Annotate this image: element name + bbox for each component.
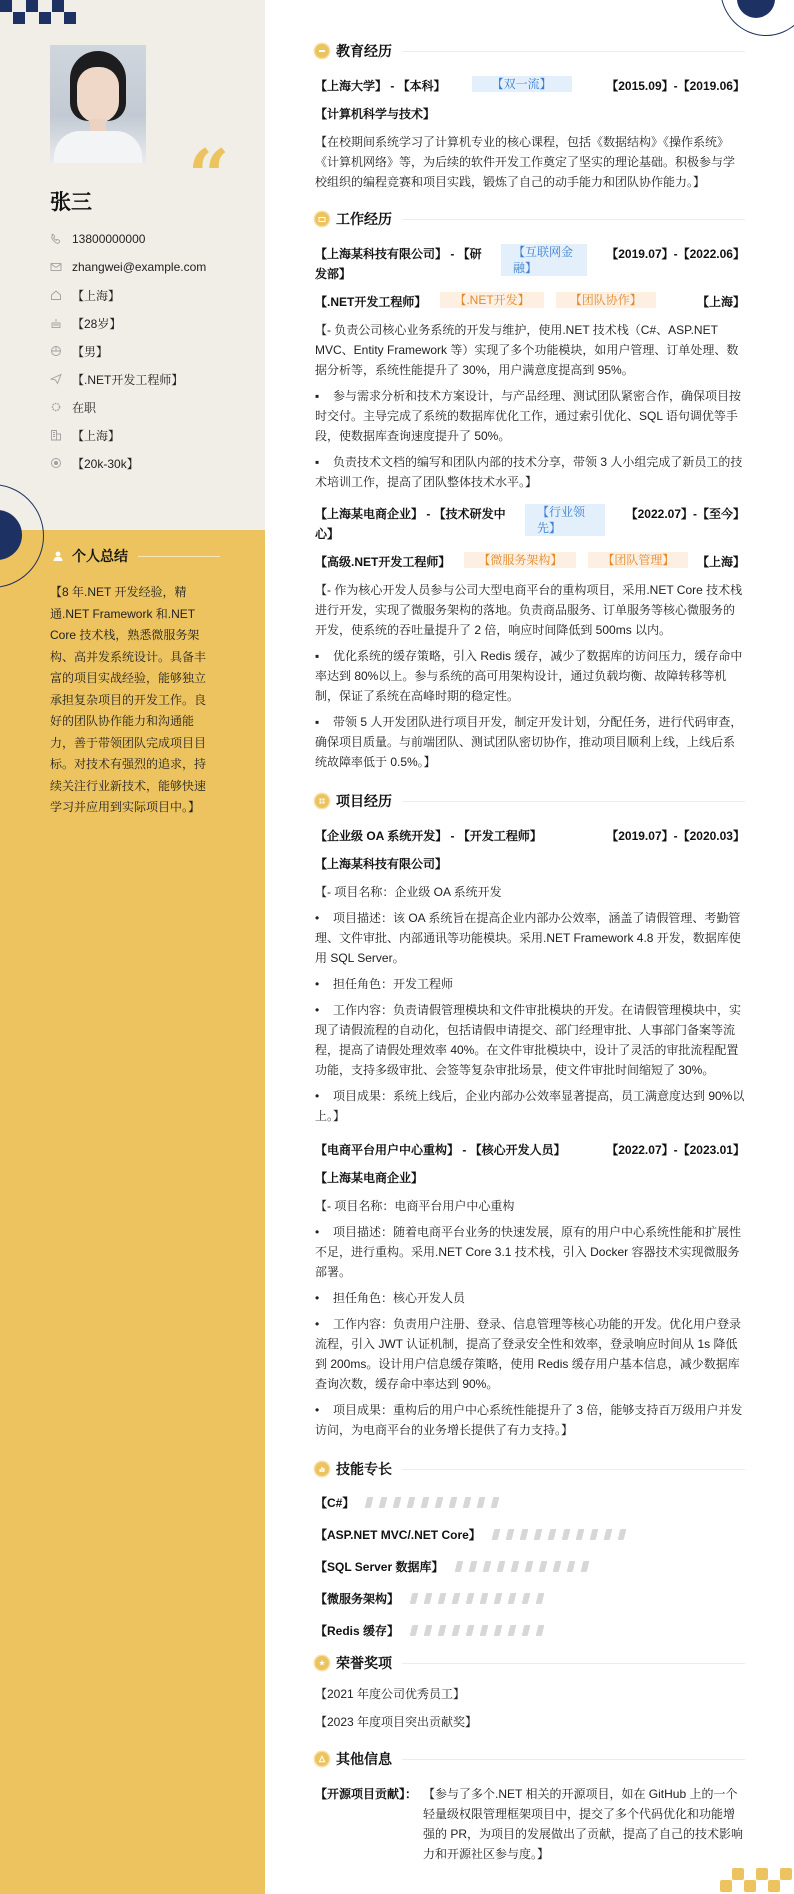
- skill-item: [315, 1518, 745, 1550]
- skill-tag: 【微服务架构】: [464, 552, 576, 568]
- other-label: 【开源项目贡献】：: [315, 1787, 418, 1801]
- skill-name: 【ASP.NET MVC/.NET Core】: [315, 1527, 481, 1542]
- work-intro: 【- 作为核心开发人员参与公司大型电商平台的重构项目，采用.NET Core 技术栈进行开发，实现了微服务架构的落地。负责商品服务、订单服务等核心微服务的开发，使系统的吞吐量提升了 2 倍，响应时间降低到 500ms 以内。: [315, 583, 743, 637]
- email-address: zhangwei@example.com: [72, 260, 207, 274]
- skill-item: [315, 1486, 745, 1518]
- project-period: 【2022.07】-【2023.01】: [606, 1143, 745, 1157]
- work-city: 【上海】: [696, 295, 745, 309]
- work-bullet: ▪ 优化系统的缓存策略，引入 Redis 缓存，减少了数据库的访问压力，缓存命中率达到 80%以上。参与系统的高可用架构设计，通过负载均衡、故障转移等机制，保证了系统在高峰时期的稳定性。: [315, 649, 743, 703]
- skill-item: [315, 1614, 745, 1646]
- skill-level-bars: [411, 1593, 551, 1604]
- work-header: [315, 208, 745, 230]
- project-bullet: • 担任角色：核心开发人员: [315, 1291, 466, 1305]
- project-intro: 【- 项目名称：企业级 OA 系统开发: [315, 885, 502, 899]
- education-header: [315, 40, 745, 62]
- project-icon: [315, 794, 329, 808]
- education-description: 【在校期间系统学习了计算机专业的核心课程，包括《数据结构》《操作系统》《计算机网络》等，为后续的软件开发工作奠定了坚实的理论基础。积极参与学校组织的编程竞赛和项目实践，锻炼了自己的动手能力和团队协作能力。】: [315, 135, 736, 189]
- info-icon: [315, 1752, 329, 1766]
- project-bullet: • 项目描述：随着电商平台业务的快速发展，原有的用户中心系统性能和扩展性不足，进行重构。采用.NET Core 3.1 技术栈，引入 Docker 容器技术实现微服务部署。: [315, 1225, 742, 1279]
- expected-salary: 【20k-30k】: [72, 456, 139, 471]
- work-bullet: ▪ 带领 5 人开发团队进行项目开发，制定开发计划，分配任务，进行代码审查，确保项目质量。与前端团队、测试团队密切协作，推动项目顺利上线，上线后系统故障率低于 0.5%。】: [315, 715, 743, 769]
- project-intro: 【- 项目名称：电商平台用户中心重构: [315, 1199, 515, 1213]
- work-city: 【上海】: [696, 555, 745, 569]
- other-item: [315, 1784, 745, 1864]
- other-value: 【参与了多个.NET 相关的开源项目，如在 GitHub 上的一个轻量级权限管理框架项目中，提交了多个代码优化和功能增强的 PR，为项目的发展做出了贡献，提高了自己的技术影响力和开源社区参与度。】: [423, 1787, 744, 1861]
- skill-item: [315, 1550, 745, 1582]
- projects-header: [315, 790, 745, 812]
- work-company-row: [315, 504, 745, 544]
- section-title: 荣誉奖项: [336, 1655, 392, 1671]
- section-title: 工作经历: [336, 211, 392, 227]
- info-status: [50, 393, 206, 421]
- section-title: 技能专长: [336, 1461, 392, 1477]
- building-icon: [50, 429, 62, 441]
- summary-title: 个人总结: [72, 548, 128, 564]
- info-salary: [50, 449, 206, 477]
- work-company-row: [315, 244, 745, 284]
- salary-icon: [50, 457, 62, 469]
- award-icon: [315, 1656, 329, 1670]
- summary-text: 【8 年.NET 开发经验，精通.NET Framework 和.NET Core 技术栈，熟悉微服务架构、高并发系统设计。具备丰富的项目实战经验，能够独立承担复杂项目的开发工作。良好的团队协作能力和沟通能力，善于带领团队完成项目目标。对技术有强烈的追求，持续关注行业新技术，能够快速学习并应用到实际项目中。】: [50, 585, 207, 814]
- divider: [402, 1663, 745, 1664]
- project-title-row: [315, 826, 745, 846]
- divider: [402, 1469, 745, 1470]
- work-bullet: ▪ 参与需求分析和技术方案设计，与产品经理、测试团队紧密合作，确保项目按时交付。主导完成了系统的数据库优化工作，通过索引优化、SQL 语句调优等手段，使数据库查询速度提升了 50%。: [315, 389, 742, 443]
- skill-level-bars: [366, 1497, 506, 1508]
- candidate-name: 张三: [50, 191, 92, 214]
- skill-tag: 【.NET开发】: [440, 292, 543, 308]
- project-bullet: • 工作内容：负责用户注册、登录、信息管理等核心功能的开发。优化用户登录流程，引入 JWT 认证机制，提高了登录安全性和效率，登录响应时间从 1s 降低到 200ms。设计用户信息缓存策略，使用 Redis 缓存用户基本信息，减少数据库查询次数，缓存命中率达到 90%。: [315, 1317, 742, 1391]
- project-company: 【上海某科技有限公司】: [315, 857, 448, 871]
- skill-level-bars: [411, 1625, 551, 1636]
- info-gender: [50, 337, 206, 365]
- phone-icon: [50, 233, 62, 245]
- skill-tag: 【团队协作】: [556, 292, 656, 308]
- award-item: 【2021 年度公司优秀员工】: [315, 1687, 466, 1701]
- major: 【计算机科学与技术】: [315, 107, 436, 121]
- awards-list: [315, 1680, 745, 1736]
- send-icon: [50, 373, 62, 385]
- gender-icon: [50, 345, 62, 357]
- skill-name: 【C#】: [315, 1495, 355, 1510]
- avatar: [50, 45, 146, 163]
- project-bullet: • 项目描述：该 OA 系统旨在提高企业内部办公效率，涵盖了请假管理、考勤管理、文件审批、内部通讯等功能模块。采用.NET Framework 4.8 开发，数据库使用 SQL Server。: [315, 911, 741, 965]
- age: 【28岁】: [72, 316, 122, 331]
- award-item: 【2023 年度项目突出贡献奖】: [315, 1715, 478, 1729]
- gender: 【男】: [72, 344, 109, 359]
- education-period: 【2015.09】-【2019.06】: [606, 79, 745, 93]
- residence-city: 【上海】: [72, 288, 121, 303]
- education-row: [315, 76, 745, 96]
- info-target-city: [50, 421, 206, 449]
- main-content: [315, 40, 745, 1864]
- project-title-row: [315, 1140, 745, 1160]
- status-gear-icon: [50, 401, 62, 413]
- company-department: 【上海某电商企业】 - 【技术研发中心】: [315, 507, 506, 541]
- skill-item: [315, 1582, 745, 1614]
- work-role-row: [315, 292, 745, 312]
- work-period: 【2022.07】-【至今】: [625, 507, 745, 521]
- school-degree: 【上海大学】 - 【本科】: [315, 79, 446, 93]
- skill-name: 【SQL Server 数据库】: [315, 1559, 444, 1574]
- info-age: [50, 309, 206, 337]
- work-item: [315, 504, 745, 772]
- info-residence: [50, 281, 206, 309]
- work-bullet: ▪ 负责技术文档的编写和团队内部的技术分享，带领 3 人小组完成了新员工的技术培训工作，提高了团队整体技术水平。】: [315, 455, 743, 489]
- work-intro: 【- 负责公司核心业务系统的开发与维护，使用.NET 技术栈（C#、ASP.NET MVC、Entity Framework 等）实现了多个功能模块，如用户管理、订单处理、数据分析等，系统性能提升了 30%，用户满意度提高到 95%。: [315, 323, 739, 377]
- project-bullet: • 项目成果：系统上线后，企业内部办公效率显著提高，员工满意度达到 90%以上。】: [315, 1089, 745, 1123]
- graduation-icon: [315, 44, 329, 58]
- bar-chart-icon: [315, 1462, 329, 1476]
- work-role-row: [315, 552, 745, 572]
- skill-tag: 【团队管理】: [588, 552, 688, 568]
- job-role: 【高级.NET开发工程师】: [315, 555, 451, 569]
- skills-list: [315, 1486, 745, 1646]
- school-tag: 【双一流】: [472, 76, 572, 92]
- skill-name: 【Redis 缓存】: [315, 1623, 400, 1638]
- checker-decoration: [0, 0, 76, 25]
- project-bullet: • 项目成果：重构后的用户中心系统性能提升了 3 倍，能够支持百万级用户并发访问，为电商平台的业务增长提供了有力支持。】: [315, 1403, 743, 1437]
- contact-info-list: [50, 225, 206, 477]
- divider: [402, 51, 745, 52]
- section-title: 项目经历: [336, 793, 392, 809]
- project-item: [315, 1140, 745, 1440]
- skill-level-bars: [456, 1561, 596, 1572]
- section-title: 其他信息: [336, 1751, 392, 1767]
- skill-level-bars: [493, 1529, 633, 1540]
- skill-name: 【微服务架构】: [315, 1591, 400, 1606]
- home-icon: [50, 289, 62, 301]
- checker-decoration: [720, 1868, 794, 1894]
- job-role: 【.NET开发工程师】: [315, 295, 427, 309]
- person-icon: [52, 550, 64, 562]
- project-bullet: • 工作内容：负责请假管理模块和文件审批模块的开发。在请假管理模块中，实现了请假流程的自动化，包括请假申请提交、部门经理审批、人事部门备案等流程，提高了请假处理效率 40%。在文件审批模块中，设计了灵活的审批流程配置功能，支持多级审批、会签等复杂审批场景，使文件审批时间缩短了 30%。: [315, 1003, 742, 1077]
- industry-tag: 【互联网金融】: [501, 244, 587, 276]
- info-email: [50, 253, 206, 281]
- industry-tag: 【行业领先】: [525, 504, 605, 536]
- divider: [402, 219, 745, 220]
- info-phone: [50, 225, 206, 253]
- work-item: [315, 244, 745, 492]
- summary-header: [52, 546, 220, 566]
- section-title: 教育经历: [336, 43, 392, 59]
- project-period: 【2019.07】-【2020.03】: [606, 829, 745, 843]
- other-header: [315, 1748, 745, 1770]
- divider: [402, 801, 745, 802]
- target-position: 【.NET开发工程师】: [72, 372, 184, 387]
- skills-header: [315, 1458, 745, 1480]
- briefcase-icon: [315, 212, 329, 226]
- work-period: 【2019.07】-【2022.06】: [606, 247, 745, 261]
- phone-number: 13800000000: [72, 232, 146, 246]
- target-city: 【上海】: [72, 428, 121, 443]
- project-item: [315, 826, 745, 1126]
- info-target-position: [50, 365, 206, 393]
- project-company: 【上海某电商企业】: [315, 1171, 424, 1185]
- mail-icon: [50, 261, 62, 273]
- divider: [402, 1759, 745, 1760]
- employment-status: 在职: [72, 400, 97, 415]
- project-name-role: 【企业级 OA 系统开发】 - 【开发工程师】: [315, 829, 542, 843]
- awards-header: [315, 1652, 745, 1674]
- quote-mark-icon: “: [188, 133, 230, 218]
- project-bullet: • 担任角色：开发工程师: [315, 977, 454, 991]
- project-name-role: 【电商平台用户中心重构】 - 【核心开发人员】: [315, 1143, 566, 1157]
- company-department: 【上海某科技有限公司】 - 【研发部】: [315, 247, 482, 281]
- cake-icon: [50, 317, 62, 329]
- divider: [138, 556, 220, 557]
